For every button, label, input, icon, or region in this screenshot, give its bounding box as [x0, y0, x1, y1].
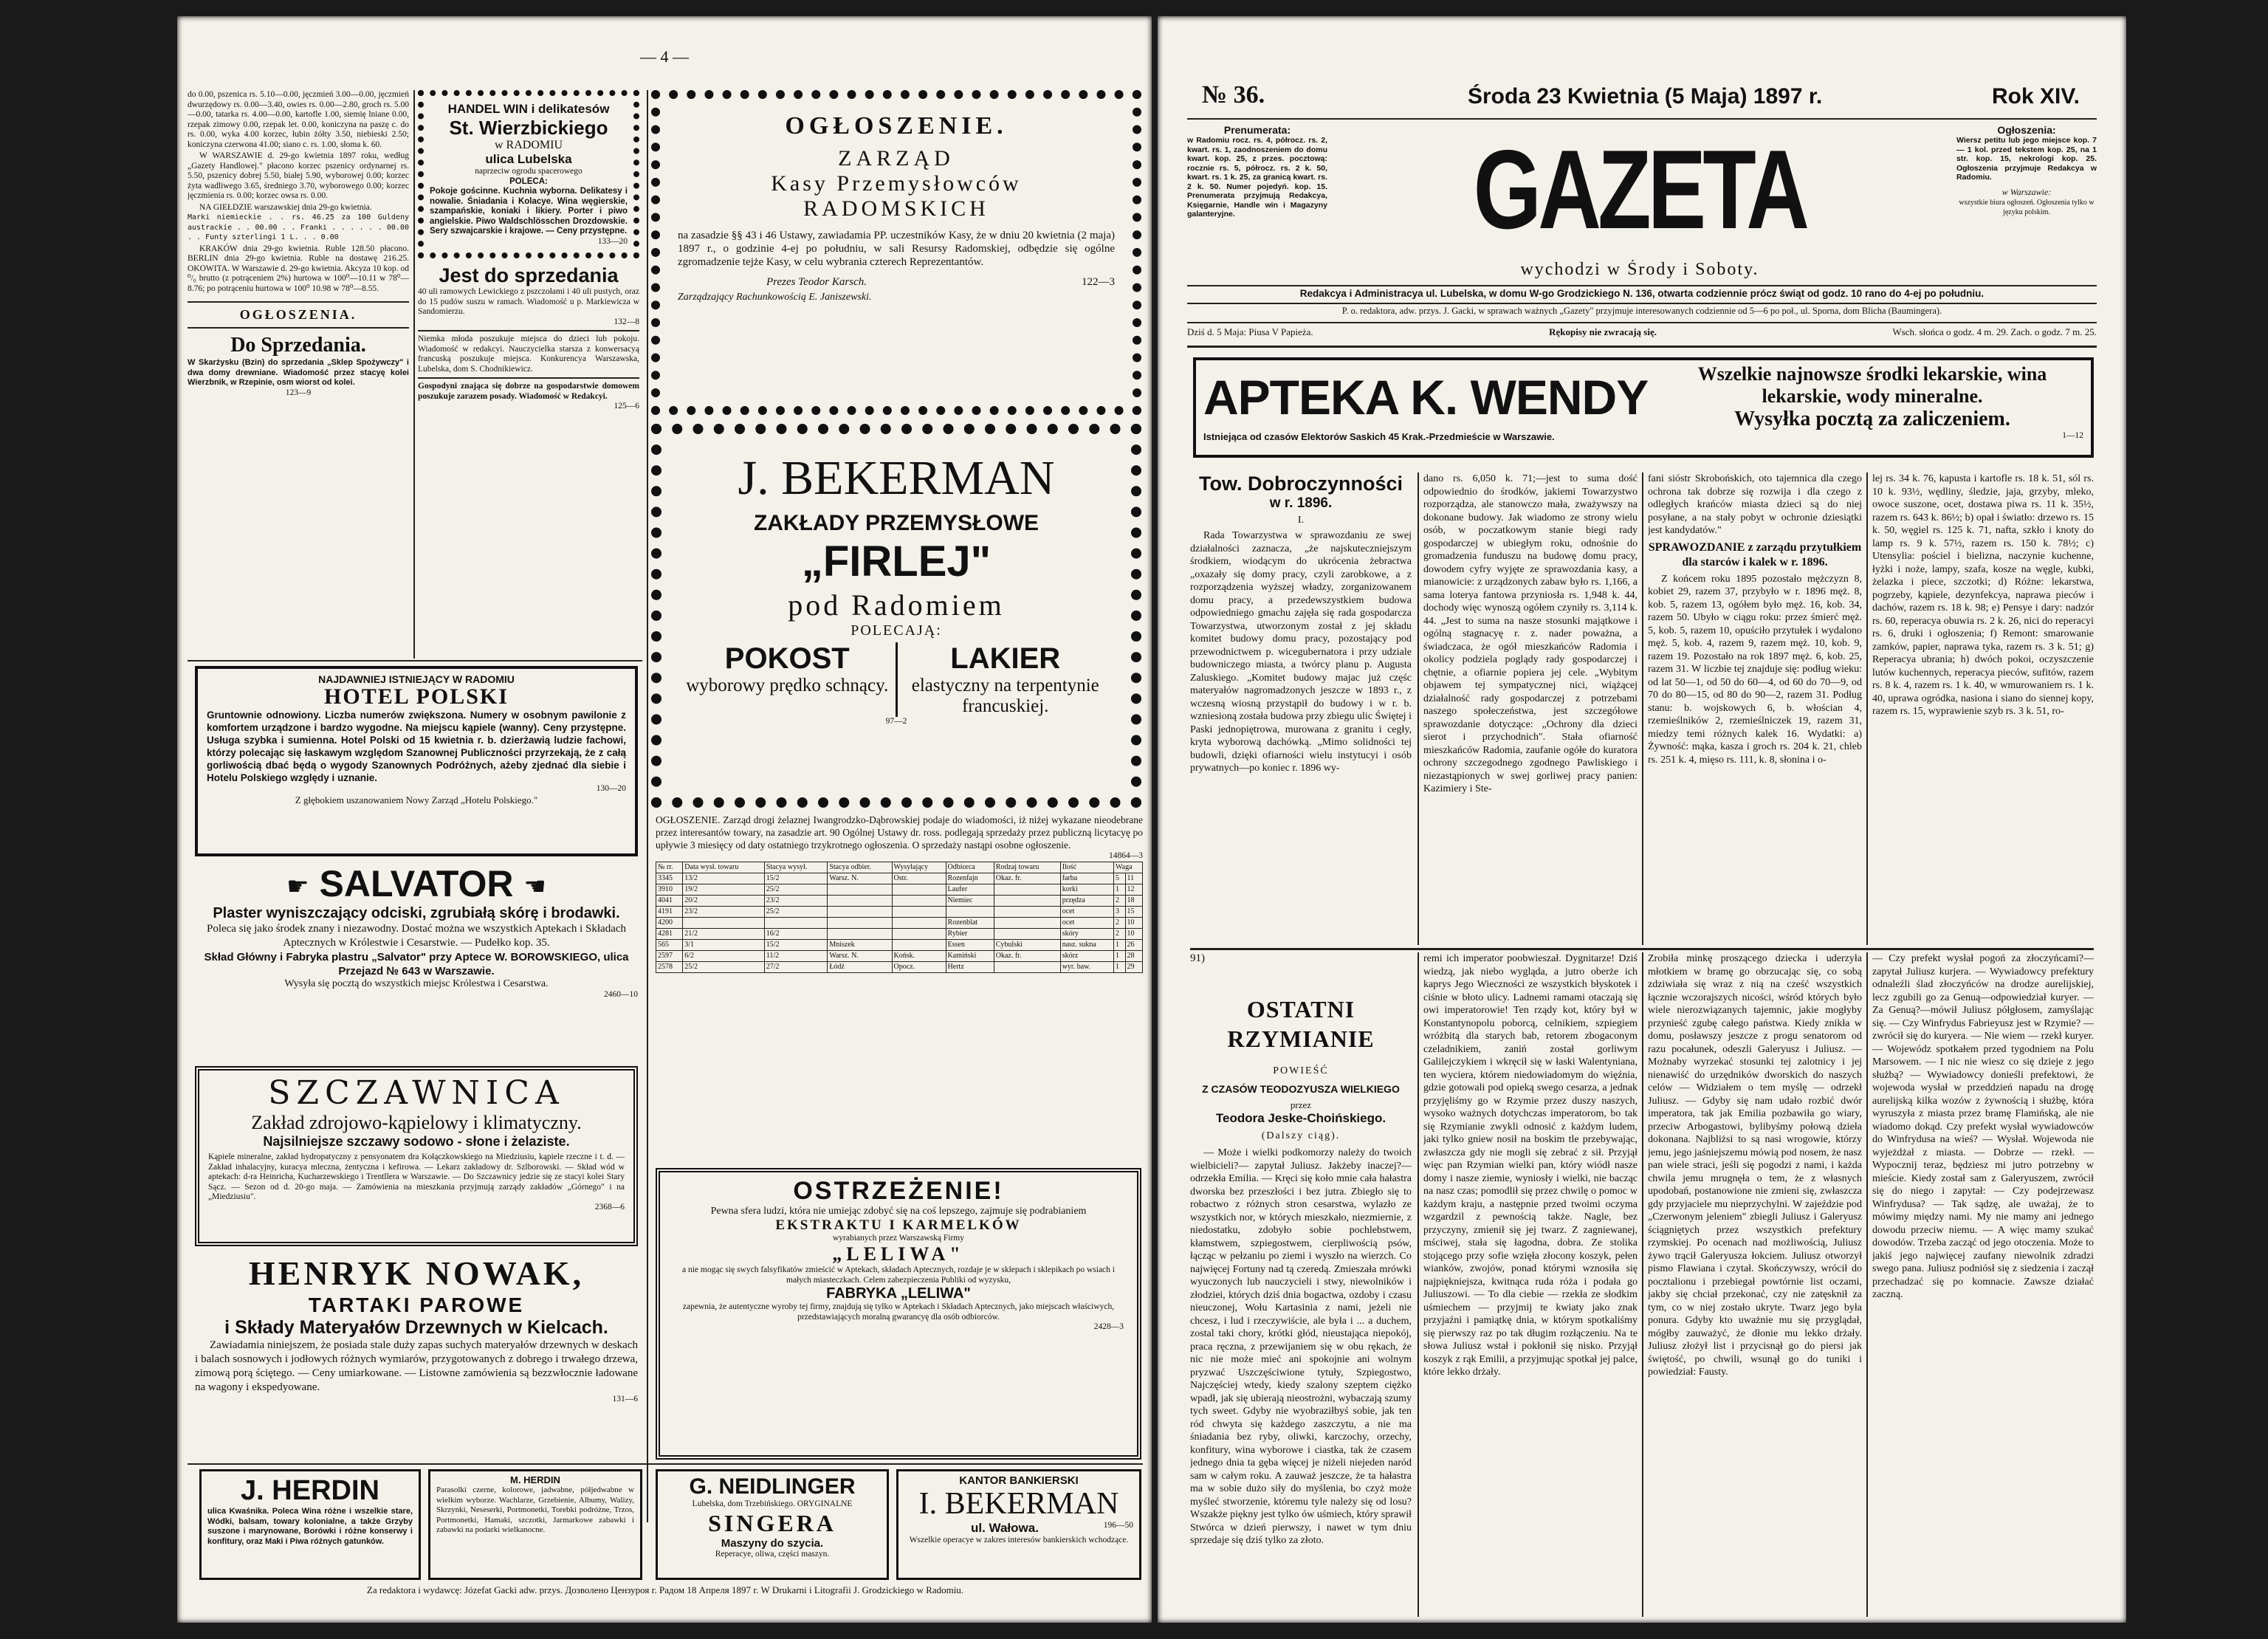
szczawnica-name: SZCZAWNICA — [268, 1074, 565, 1112]
nowak-ad — [195, 1254, 638, 1460]
table-header-cell: Ilość — [1060, 862, 1113, 873]
savings-bank-zarzad: ZARZĄD — [838, 146, 955, 171]
railway-notice — [656, 814, 1143, 1161]
table-cell: Łódź — [828, 961, 892, 972]
table-cell: Warsz. N. — [828, 873, 892, 884]
table-cell: Okaz. fr. — [994, 873, 1060, 884]
table-cell: 4191 — [656, 906, 683, 917]
ad-code: 2460—10 — [604, 989, 638, 999]
column-rule — [413, 90, 415, 659]
table-cell: 15/2 — [764, 873, 828, 884]
table-cell: 5 — [1114, 873, 1126, 884]
novel-continued: (Dalszy ciąg). — [1261, 1130, 1341, 1141]
table-cell: 11 — [1125, 873, 1142, 884]
novel-title: OSTATNI RZYMIANIE — [1227, 996, 1375, 1052]
divider — [188, 327, 409, 329]
table-cell: przędza — [1060, 895, 1113, 906]
article-text: fani sióstr Skrobońskich, oto tajemnica dla czego ochrona tak dobrze się rozwija i dla czego z odległych krańców miasta dzieci są do niej posyłane, a na stały pobyt w ochronie dziesiątki jest kandydatów." — [1648, 473, 1862, 536]
firlej-zaklady: ZAKŁADY PRZEMYSŁOWE — [753, 511, 1040, 535]
firlej-ad — [651, 424, 1141, 808]
nowak-text: Zawiadamia niniejszem, że posiada stale duży zapas suchych materyałów drzewnych w deskach i balach sosnowych i jodłowych różnych wymiarów, przygotowanych z dobrego i trwałego drzewa, zimową porą ściętego. — Ceny umiarkowane. — Listowne zamówienia są bezzwłocznie ładowane na wagony i ekspedyowane. — [195, 1339, 638, 1393]
table-cell: 25/2 — [764, 884, 828, 895]
market-prices: do 0.00, pszenica rs. 5.10—0.00, jęczmień 3.00—0.00, jęczmień dwurzędowy rs. 0.00—3.40, owies rs. 0.00—2.80, groch rs. 5.00—0.00, tatarka rs. 4.00—0.00, kartofle 1.00, siemię lniane 0.00, rzepak zimowy 0.00, rzepak let. 0.00, koniczyna na paszę c. do rs. 0.00, wyka 4.00 korzec, łubin żółty 3.50, niebieski 2.50; koniczyna czerwona 41.00; siano c. rs. 1.00, słoma k. 60. — [188, 90, 409, 149]
table-cell — [892, 906, 946, 917]
ad-code: 125—6 — [614, 402, 639, 410]
pointing-hand-icon: ☛ — [286, 872, 309, 901]
hotel-sign: Z głębokiem uszanowaniem Nowy Zarząd „Hotelu Polskiego." — [295, 794, 538, 805]
table-cell: 1 — [1114, 950, 1126, 961]
bank-head: KANTOR BANKIERSKI — [959, 1474, 1079, 1487]
table-row — [656, 906, 1143, 917]
issue-year: Rok XIV. — [1992, 84, 2080, 109]
beehives-text: 40 uli ramowych Lewickiego z pszczołami i 40 uli pustych, oraz do 15 pudów suszu w ramach. Wiadomość u p. Markiewicza w Sandomierzu. — [418, 287, 639, 316]
table-cell: 1 — [1114, 939, 1126, 950]
table-cell — [946, 906, 994, 917]
divider — [1187, 285, 2097, 286]
table-cell: 23/2 — [764, 895, 828, 906]
novel-column-3 — [1648, 952, 1862, 1617]
table-cell: 19/2 — [683, 884, 764, 895]
table-cell — [994, 928, 1060, 939]
beehives-title: Jest do sprzedania — [439, 264, 619, 286]
table-header-cell: Odbiorca — [946, 862, 994, 873]
table-cell: 6/2 — [683, 950, 764, 961]
divider — [188, 301, 409, 303]
neidlinger-singera: SINGERA — [708, 1509, 836, 1536]
krakow-prices: KRAKÓW dnia 29-go kwietnia. Ruble 128.50 płacono. BERLIN dnia 29-go kwietnia. Ruble na dostawę 216.25. OKOWITA. W Warszawie d. 29-go kwietnia. Akcyza 10 kop. od ⁰/₀ brutto (z potrąceniem 2%) hurtowa w 100⁰—10.11 w 78⁰—8.76; po potrąceniu hurtowa w 100⁰ 10.98 w 78⁰—8.55. — [188, 244, 409, 293]
hotel-polski-ad — [195, 666, 638, 856]
table-header-cell: Rodzaj towaru — [994, 862, 1060, 873]
table-cell — [892, 884, 946, 895]
pharmacy-ad — [1193, 357, 2094, 458]
feuilleton-divider — [1190, 948, 2094, 950]
table-cell: nasz. sukna — [1060, 939, 1113, 950]
table-cell: Rybier — [946, 928, 994, 939]
neidlinger-text: Lubelska, dom Trzebińskiego. ORYGINALNE — [692, 1499, 853, 1508]
neidlinger-name: G. NEIDLINGER — [689, 1474, 856, 1499]
warning-text: zapewnia, że autentyczne wyroby tej firmy, znajdują się tylko w Aptekach i Składach Aptecznych, jako miejscach właściwych, przedstawiających moralną gwarancyę dla osób odbiorców. — [682, 1302, 1115, 1322]
table-cell: Końsk. — [892, 950, 946, 961]
ad-code: 14864—3 — [1109, 851, 1143, 860]
publication-days: wychodzi w Środy i Soboty. — [1520, 260, 1759, 279]
table-cell: Warsz. N. — [828, 950, 892, 961]
table-header-cell: Stacya odbier. — [828, 862, 892, 873]
novel-genre: POWIEŚĆ — [1273, 1065, 1329, 1076]
column-rule — [1418, 952, 1419, 1617]
table-cell: 2578 — [656, 961, 683, 972]
szczawnica-sub: Zakład zdrojowo-kąpielowy i klimatyczny. — [251, 1112, 582, 1133]
wine-shop-text: Pokoje gościnne. Kuchnia wyborna. Delikatesy i nowalie. Śniadania i Kolacye. Wina węgierskie, szampańskie, koniaki i likiery. Porter i piwo angielskie. Piwo Waldschlösschen Drozdowskie. Sery szwajcarskie i krajowe. — Ceny przystępne. — [430, 187, 628, 236]
ads-heading: OGŁOSZENIA. — [239, 307, 357, 322]
divider — [1187, 322, 2097, 323]
salvator-name: SALVATOR — [319, 863, 514, 904]
bank-text: Wszelkie operacye w zakres interesów bankierskich wchodzące. — [909, 1536, 1129, 1544]
savings-bank-ad — [651, 90, 1141, 415]
table-cell: 16/2 — [764, 928, 828, 939]
subscription-text: w Radomiu rocz. rs. 4, półrocz. rs. 2, kwart. rs. 1, zaodnoszeniem do domu kwart. kop. 25, z przes. pocztową: rocznie rs. 5, półrocz. rs. 2 k. 50, kwart. rs. 1 k. 25, za granicą kwart. rs. 2 k. 50. Numer pojedyń. kop. 15. Prenumerata przyjmują Redakcya, Księgarnie, Handle win i Magazyny galanteryjne. — [1187, 136, 1327, 219]
neidlinger-ad — [656, 1469, 889, 1580]
ad-code: 196—50 — [1103, 1521, 1133, 1530]
ad-code: 131—6 — [612, 1395, 638, 1403]
hotel-top: NAJDAWNIEJ ISTNIEJĄCY W RADOMIU — [318, 673, 515, 685]
table-cell: Rozenblat — [946, 917, 994, 928]
table-cell: 2 — [1114, 928, 1126, 939]
table-cell: 27/2 — [764, 961, 828, 972]
szczawnica-text: Kąpiele mineralne, zakład hydropatyczny z pensyonatem dra Kołączkowskiego na Miedziusiu, kąpiele rzeczne i t. d. — Zakład inhalacyjny, kuracya mleczna, żentyczna i kefirowa. — Lekarz zakładowy dr. Szlborowski. — Skład wód w aptekach: d-ra Heinricha, Kucharzewskiego i Trentllera w Warszawie. — Do Szczawnicy jedzie się ze stacyi kolei Stary Sącz. — Sezon od d. 20-go maja. — Zamówienia na mieszkania przyjmują zarządy zakładów „Górnego" i na „Miedziusiu". — [208, 1152, 625, 1201]
neidlinger-sub2: Reperacye, oliwa, części maszyn. — [715, 1549, 830, 1559]
table-cell: 25/2 — [764, 906, 828, 917]
table-cell: Niemiec — [946, 895, 994, 906]
j-herdin-text: ulica Kwaśnika. Poleca Wina różne i wszelkie stare, Wódki, balsam, towary kolonialne, a także Grzyby suszone i marynowane, Borówki i różne konserwy i konfitury, oraz Maki i Piwa różnych gatunków. — [207, 1507, 413, 1546]
masthead: GAZETA — [1473, 127, 1807, 252]
table-cell: wyr. baw. — [1060, 961, 1113, 972]
pharmacy-sub: Istniejąca od czasów Elektorów Saskich 45 Krak.-Przedmieście w Warszawie. — [1203, 431, 1555, 442]
table-cell: 10 — [1125, 917, 1142, 928]
warning-extract: EKSTRAKTU I KARMELKÓW — [775, 1217, 1022, 1233]
report-text: Z końcem roku 1895 pozostało mężczyzn 8, kobiet 29, razem 37, przybyło w r. 1896 męż. 8, kob. 5, razem 13, ogółem było męż. 16, kob. 34, razem 50. Ubyło w ciągu roku: przez śmierć męż. 5, kob. 5, razem 10, opuściło przytułek i wydalono męż. 5, kob. 4, razem 9, razem męż. 10, kob. 9, razem 19. Pozostało na rok 1897 męż. 6, kob. 25, razem 31. W liczbie tej znajduje się: podług wieku: od lat 50—1, od 50 do 60—4, od 60 do 70—9, od 70 do 80—15, od 80 do 90—2, razem 31. Podług stanu: b. wojskowych 6, b. włościan 4, rzemieślników 2, rzemieślniczek 19, razem 31, miedzy temi różnych kalek 16. Wydatki: a) Żywność: mąka, kasza i groch rs. 204 k. 21, chleb rs. 251 k. 4, mięso rs. 111, k. 8, słonina i o- — [1648, 573, 1862, 766]
nowak-sub2: i Składy Materyałów Drzewnych w Kielcach. — [224, 1317, 608, 1338]
novel-text: — Może i wielki podkomorzy należy do twoich wielbicieli?— zapytał Juliusz. Jakżeby inaczej?— odrzekła Emilia. — Kręci się koło mnie cała hałastra dworska bez przeszłości i bez jutra. Zbiegło się to robactwo z różnych stron cesarstwa, wylazło ze wszystkich nor, w których mieszkało, niezmiernie, z niedostatku, zdobyło sobie pochlebstwem, kłamstwem, szpiegostwem, cierpliwością psów, łącząc w pełzaniu po ziemi i wyszło na wierzch. Co najwięcej Fortuny nad tą czeredą. Zmieszała mrówki wyuczonych lub nauczycieli i stwy, niewolników i złodziei, których dziś dnia bogactwa, ozdoby i czasu nieuczonej, Wołu Kartasinia z nami, jeżeli nie chcesz, i lud i rzeczywiście, ale była i ... a duchem, zostal taki chory, krótki głód, nieustająca niepokój, praca ręczna, z przewijaniem się w obu rękach, że nic nie może mieć ani spokojnie ani wolnym pryzwać Uszczęściwione tytuły, Szpiegostwo, Najczęściej wtedy, kiedy szalony szeptem ciężko wpadł, jak się ubierają nieostrożni, wybaczają szumy tych sweet. Gdyby nie wyobraziłbyś sobie, jak ten ród chwyta się każdego zaszczytu, a nie ma śniadania bez ryby, oliwki, karczochy, orzechy, konfitury, wina wyborowe i ciastka, tak że czasem jednego dnia ta gęba więcej je niżeli niejeden naród sam w całym roku. A zauważ jeszcze, że ta hałastra ma w sobie dużo siły do myślenia, bo czyż może myśleć stworzenie, któremu tyle należy się od losu? Wszakże piękny jest tylko ów uśmiech, który sprawił Stwórca w dzień pierwszy, i nawet w tym dniu sprzedaje się dziś tylko za złoto. — [1190, 1147, 1412, 1546]
exchange-title: NA GIEŁDZIE warszawskiej dnia 29-go kwietnia. — [199, 202, 372, 212]
ad-code: 123—9 — [285, 388, 312, 397]
table-cell: 28 — [1125, 950, 1142, 961]
table-cell — [828, 895, 892, 906]
wine-shop-sub: naprzeciw ogrodu spacerowego — [475, 167, 583, 176]
table-header-cell: Stacya wysył. — [764, 862, 828, 873]
today-saint: Dziś d. 5 Maja: Piusa V Papieża. — [1187, 326, 1313, 337]
table-cell: Essen — [946, 939, 994, 950]
firlej-poleca: POLECAJĄ: — [850, 622, 942, 639]
table-cell: 25/2 — [683, 961, 764, 972]
column-rule — [1642, 952, 1643, 1617]
ad-code: 1—12 — [2062, 431, 2083, 440]
table-cell — [994, 884, 1060, 895]
sunrise-sunset: Wsch. słońca o godz. 4 m. 29. Zach. o godz. 7 m. 25. — [1892, 326, 2097, 337]
ads-rates-box — [1956, 124, 2097, 294]
m-herdin-name: M. HERDIN — [510, 1474, 560, 1485]
table-cell — [683, 917, 764, 928]
novel-text: Zrobiła minkę proszącego dziecka i uderzyła młotkiem w bramę go obrzucając się, co sobą zdziwiała się wraz z nią na cześć wszystkich łącznie wczorajszych nicości, wśród których było wiele nierozwiązanych tajemnic, jakie mogłyby przynieść zgubę całego państwa. Kiedy znikła w domu, posławszy jeszcze z progu senatorom od razu pocałunek, odeszli Galeryusz i Juliusz. — Możnaby wyrzekać stosunki tej zalotnicy i jej nienawiść do urzędników dworskich do naszych celów — Widziałem o tem myślę — odrzekł Juliusz. — Gdyby się nam udało rozbić dwór imperatora, tak jak Emilia pozbawiła go wiary, przeciw Arbogastowi, bylibyśmy połową dzieła dokonana. Najbliżsi to są nasi wrogowie, którzy jemu, jego jaśniejszemu mówią pod nosem, że nasz pan wiele straci, jeśli się pogodzi z nami, i każda chwila jemu mrugnęła o tem, że z własnych upodobań, postanowione nie zmieni się, zwłaszcza gdy przyjaciele mu nieprzychylni. W zajeździe pod „Czerwonym jeleniem" zbiegli Juliusz i Galeryusz ściągniętych przez wszystkich prefektury rzymskiej. Po ocenach nad możliwością, Juliusz żywo trącił Galeryusza łokciem. Juliusz otworzył pismo Flawiana i czytał. Skończywszy, wrócił do pocztalionu i przebiegał powtórnie list oczami, jakby się chciał przekonać, czy nie zatęsknił za tym, co w niej zostało ukryte. Twarz jego była ponura. Gdyby kto uważnie mu się przyglądał, mógłby zauważyć, że dłonie mu lekko drżały. Juliusz złożył list i przycisnął go do piersi jak świętość, po chwili, wsunął go do tuniki i powiedział: Fausty. — [1648, 953, 1862, 1378]
ads-rates-title: Ogłoszenia: — [1997, 124, 2056, 136]
m-herdin-text: Parasolki czerne, kolorowe, jadwabne, półjedwabne w wielkim wyborze. Wachlarze, Grzebienie, Albumy, Walizy, Skrzynki, Neseserki, Portmonetki, Torebki podróżne, Trzos, Portmonetki, Hamaki, szczotki, Jarmarkowe zabawki i zabawki na podarki wielkanocne. — [436, 1485, 634, 1534]
article-section: I. — [1297, 515, 1305, 526]
table-cell: 18 — [1125, 895, 1142, 906]
j-herdin-name: J. HERDIN — [241, 1475, 379, 1506]
product-pokost: POKOST — [724, 642, 850, 675]
table-cell: Rozenfajn — [946, 873, 994, 884]
table-cell: Kamiński — [946, 950, 994, 961]
imprint-footer: Za redaktora i wydawcę: Józefat Gacki adw. przys. Дозволено Цензуроя г. Радом 18 Апреля 1897 г. W Drukarni i Litografii J. Grodzickiego w Radomiu. — [366, 1584, 964, 1595]
divider — [188, 660, 642, 662]
table-cell: 15 — [1125, 906, 1142, 917]
warsaw-prices: W WARSZAWIE d. 29-go kwietnia 1897 roku, według „Gazety Handlowej." płacono korzec pszenicy ordynarnej rs. 5.50, pszenicy dobrej 5.50, białej 5.90, wyborowej 0.00; korzec żyta wadliwego 3.65, średniego 3.70, wyborowego 0.00; korzec jęczmienia rs. 0.00; korzec owsa rs. 0.00. — [188, 151, 409, 200]
table-cell: Cybulski — [994, 939, 1060, 950]
table-row — [656, 873, 1143, 884]
nowak-name: HENRYK NOWAK, — [248, 1254, 585, 1292]
m-herdin-ad — [428, 1469, 642, 1580]
wine-shop-street: ulica Lubelska — [485, 152, 572, 166]
savings-bank-kasy: Kasy Przemysłowców — [771, 171, 1022, 196]
table-cell: 29 — [1125, 961, 1142, 972]
table-cell — [892, 895, 946, 906]
table-cell: skórz — [1060, 950, 1113, 961]
pharmacy-desc: Wszelkie najnowsze środki lekarskie, wina lekarskie, wody mineralne. — [1697, 363, 2047, 407]
hotel-name: HOTEL POLSKI — [324, 684, 509, 709]
subscription-title: Prenumerata: — [1223, 124, 1291, 136]
product-lakier: LAKIER — [950, 642, 1061, 675]
table-cell: Ostr. — [892, 873, 946, 884]
table-cell: ocet — [1060, 917, 1113, 928]
novel-column-2 — [1423, 952, 1638, 1617]
table-cell: 3345 — [656, 873, 683, 884]
table-cell: 26 — [1125, 939, 1142, 950]
table-cell: skóry — [1060, 928, 1113, 939]
article-text: lej rs. 34 k. 76, kapusta i kartofle rs. 18 k. 51, sól rs. 10 k. 93½, wędliny, śledzie, jaja, grzyby, mleko, owoce suszone, ocet, dostawa piwa rs. 11 k. 35½, razem rs. 643 k. 86½; b) opał i światło: drzewo rs. 15 k. 50, węgiel rs. 125 k. 71, nafta, szkło i knoty do lamp rs. 9 k. 57½, razem rs. 150 k. 78½; c) Utensylia: pościel i bielizna, naczynie kuchenne, łyżki i noże, lampy, szafa, kosze na węgle, kubki, żelazka i piece, szczotki; d) Różne: lekarstwa, pogrzeby, kąpiele, dezynfekcya, naprawa pieców i dachów, razem rs. 18 k. 98; e) Pensye i dary: nadzór rs. 60, reperacya obuwia rs. 2 k. 26, nici do reperacyi rs. 6, druki i ogłoszenia; f) Remont: smarowanie zamków, papier, naprawa tyka, razem rs. 3 k. 51; g) Reperacya ubrania; h) dwóch pokoi, oczyszczenie lutów kuchennych, reperacya pieców, sufitów, razem rs. 8 k. 4, razem rs. 1 k. 40, w wmurowaniem rs. 1 k. 40, uprawa ogródka, nasiona i siano do siennej kopy, razem rs. 15, wyprawienie szyb rs. 3 k. 51, ro- — [1872, 473, 2094, 717]
ads-rates-text: Wiersz petitu lub jego miejsce kop. 7 — 1 kol. przed tekstem kop. 25, na 1 str. kop. 15, nekrologi kop. 25. Ogłoszenia przyjmuje Redakcya w Radomiu. — [1956, 136, 2097, 182]
article-subtitle: w r. 1896. — [1269, 495, 1333, 511]
article-column-1 — [1190, 473, 1412, 945]
table-row — [656, 950, 1143, 961]
salvator-head: Plaster wyniszczający odciski, zgrubiałą skórę i brodawki. — [213, 905, 620, 921]
table-cell: 565 — [656, 939, 683, 950]
savings-bank-accountant: Zarządzający Rachunkowością E. Janiszewski. — [678, 292, 872, 303]
novel-text: — Czy prefekt wysłał pogoń za złoczyńcami?— zapytał Juliusz kurjera. — Wywiadowcy prefektury odnaleźli ślad złoczyńców na drodze aurelijskiej, lecz zgubili go za Genuą—odpowiedział kuryer. — Za Genuą?—mówił Juliusz półgłosem, zamyślając się. — Czy Winfrydus Fabrieyusz jest w Rzymie? — zwrócił się do kuryera. — Nie wiem — rzekł kuryer. — Wojewódz spotkałem przed tygodniem na Polu Marsowem. — I nic nie wiesz co się dzieje z jego służbą? — Wywiadowcy donieśli prefektowi, że wojewoda wysłał w przeddzień napadu na drogę aurelijską kilka wozów z żywnością i służbę, która wyruszyła z miasta przez bramę Flamińską, ale nie wiadomo dokąd. Czy prefekt wysłał wywiadowców do Winfrydusa na wieś? — Wysłał. Wojewoda nie wyjeżdżał z miasta. — Dobrze — rzekł. — Wypocznij teraz, będziesz mi jutro potrzebny w mieście. Kiedy został sam z Galeryuszem, zwrócił się do niego i zapytał: — Czy podejrzewasz Winfrydusa? — Tak sądzę, ale uważaj, że to mówimy między nami. My nie mamy ani jednego dowodu przeciw niemu. — A więc mamy szukać dowodów. Trzeba zacząć od jego otoczenia. Może to jakiś jego najwięcej zaufany niewolnik zdradzi swego pana. Juliusz podniósł się z siedzenia i zaczął przechadzać się po komnacie. Zawsze działać zaczną. — [1872, 953, 2094, 1300]
ad-code: 2428—3 — [1093, 1322, 1124, 1331]
editorial-office: Redakcya i Administracya ul. Lubelska, w domu W-go Grodzickiego N. 136, otwarta codziennie prócz świąt od godz. 10 rano do 4-ej po południu. — [1299, 288, 1984, 299]
issue-number: № 36. — [1202, 81, 1265, 109]
salvator-shipping: Wysyła się pocztą do wszystkich miejsc Królestwa i Cesarstwa. — [284, 978, 549, 989]
column-rule — [1642, 473, 1643, 945]
divider — [1187, 303, 2097, 304]
railway-text: OGŁOSZENIE. Zarząd drogi żelaznej Iwangrodzko-Dąbrowskiej podaje do wiadomości, iż niżej wykazane nieodebrane przez interesantów towary, na zasadzie art. 90 Ogólnej Ustawy dr. ross. podlegają sprzedaży przez publiczną licytacyę po upływie 3 miesięcy od daty ostatniego trzykrotnego ogłoszenia. O sprzedaży nastąpi osobne ogłoszenie. — [656, 814, 1143, 851]
divider — [188, 1463, 1143, 1465]
article-text: dano rs. 6,050 k. 71;—jest to suma dość odpowiednio do środków, jakiemi Towarzystwo rozporządza, ale stanowczo mała, zważywszy na dokonane budowy. Jak wiadomo ze strony wielu osób, w poczatkowym stanie biegi rady gospodarczej w ubiegłym roku, odnośnie do gromadzenia funduszu na budowę domu pracy, dowodem cyfry wyjęte ze sprawozdania kasy, a mianowicie: z urządzonych zabaw było rs. 1,166, a sama loterya fantowa przyniosła rs. 1,948 k. 44, dochody więc wynoszą ogółem czyniły rs. 3,114 k. 44. „Jest to suma na nasze stosunki majątkowe i ogólną stagnacyę r. z. nader poważna, a świadczaca, że ogół mieszkańców Radomia i okolicy podziela poglądy rady gospodarczej i chętnie, a ofiarnie popiera jej cele. „Wybitym objawem tej sympatycznej nici, wiążącej działalność rady gospodarczej z potrzebami naszego społeczeństwa, jest szczegółowe sprawozdanie dotyczące: „Ochrony dla dzieci sierot i przychodnich". Stała ofiarność mieszkańców Radomia, zaufanie ogółe do kuratora ochrony szczegodnego zgodnego Pawliskiego i niezastąpionych w swej gorliwej pracy panien: Kazimiery i Ste- — [1423, 473, 1638, 794]
market-column — [188, 90, 409, 659]
table-row — [656, 961, 1143, 972]
table-cell — [994, 906, 1060, 917]
table-header-cell: № rr. — [656, 862, 683, 873]
pharmacy-name: APTEKA K. WENDY — [1203, 370, 1649, 425]
page-number: — 4 — — [640, 47, 689, 66]
firlej-location: pod Radomiem — [788, 588, 1005, 622]
table-cell: 23/2 — [683, 906, 764, 917]
table-cell: farba — [1060, 873, 1113, 884]
table-cell — [994, 961, 1060, 972]
table-cell: 1 — [1114, 961, 1126, 972]
table-header-cell: Waga — [1114, 862, 1143, 873]
warning-text: Pewna sfera ludzi, która nie umiejąc zdobyć się na coś lepszego, zajmuje się podrabianiem — [710, 1206, 1087, 1217]
table-row — [656, 939, 1143, 950]
novel-author: Teodora Jeske-Choińskiego. — [1215, 1111, 1386, 1125]
governess-ad: Niemka młoda poszukuje miejsca do dzieci lub pokoju. Wiadomość w redakcyi. Nauczycielka starsza z konwersacyą francuską poszukuje miejsca. Konkurencya Warszawska, Lubelska, dom S. Chodnikiewicz. — [418, 334, 639, 374]
article-title: Tow. Dobroczynności — [1198, 473, 1403, 495]
savings-bank-heading: OGŁOSZENIE. — [785, 112, 1008, 140]
wine-shop-head: HANDEL WIN i delikatesów — [447, 102, 610, 116]
table-cell — [994, 895, 1060, 906]
article-text: Rada Towarzystwa w sprawozdaniu ze swej działalności zaznacza, „że najskuteczniejszym środkiem, wiodącym do ukrócenia żebractwa „oxazały się domy pracy, czyli zarobkowe, a z rozporządzenia wyższej władzy, zorganizowanem domu pracy, a przedewszystkiem budowa odpowiedniego gmachu zajęła się rada gospodarcza Towarzystwa, utworzonym został z jej składu komitet budowy domu pracy, pozostający pod przewodnictwem p. wicegubernatora i przy udziale budowniczego miasta, a twórcy planu p. Augusta Zaluskiego. „Komitet budowy majac już częśc materyałów nagromadzonych jeszcze w 1893 r., z wczesną wiosną przystąpił do budowy i w r. b. wzniesioną została budowa przy zbiegu ulic Świętej i Paski jednopiętrowa, murowana z granitu i cegły, kryta wyborową dachówką. „Mimo solidności tej budowli, dzięki ofiarności wielu instytucyi i osób prywatnych—po koniec r. 1896 wy- — [1190, 530, 1412, 774]
for-sale-text: W Skarżysku (Bzin) do sprzedania „Sklep Spożywczy" i dwa domy drewniane. Wiadomość przez stacyę kolei Wierzbnik, w Rzepinie, osm wiorst od kolei. — [188, 358, 409, 387]
novel-column-4 — [1872, 952, 2094, 1617]
table-cell — [764, 917, 828, 928]
warning-text: wyrabianych przez Warszawską Firmy — [832, 1233, 964, 1243]
wine-shop-ad — [418, 90, 639, 258]
table-cell — [828, 884, 892, 895]
table-cell: 13/2 — [683, 873, 764, 884]
article-column-3 — [1648, 473, 1862, 945]
ad-code: 2368—6 — [594, 1202, 625, 1212]
table-cell — [994, 917, 1060, 928]
table-cell: 11/2 — [764, 950, 828, 961]
subscription-box — [1187, 124, 1327, 294]
product-pokost-desc: wyborowy prędko schnący. — [686, 676, 889, 695]
small-ads-column — [418, 90, 639, 659]
railway-table — [656, 862, 1143, 973]
salvator-text: Poleca się jako środek znany i niezawodny. Dostać można we wszystkich Aptekach i Składach Aptecznych w Królestwie i Cesarstwie. — Pudełko kop. 35. — [206, 923, 627, 949]
wine-shop-poleca: POLECA: — [509, 176, 548, 186]
table-row — [656, 928, 1143, 939]
savings-bank-radomskich: RADOMSKICH — [803, 196, 989, 221]
j-herdin-ad — [199, 1469, 421, 1580]
wine-shop-city: w RADOMIU — [495, 139, 563, 151]
table-cell: 3 — [1114, 906, 1126, 917]
right-page — [1158, 16, 2126, 1623]
ad-code: 122—3 — [1082, 276, 1115, 288]
warsaw-text: wszystkie biura ogłoszeń. Ogłoszenia tylko w języku polskim. — [1959, 198, 2095, 216]
table-cell: 10 — [1125, 928, 1142, 939]
warsaw-title: w Warszawie: — [2001, 186, 2052, 197]
table-cell: 2597 — [656, 950, 683, 961]
for-sale-title: Do Sprzedania. — [230, 334, 366, 357]
leliwa-warning-ad — [656, 1168, 1141, 1460]
nowak-sub: TARTAKI PAROWE — [308, 1293, 525, 1316]
table-cell: 20/2 — [683, 895, 764, 906]
feuilleton-number: 91) — [1190, 952, 1205, 964]
article-column-2 — [1423, 473, 1638, 945]
bank-street: ul. Wałowa. — [971, 1521, 1039, 1535]
exchange-rates: Marki niemieckie . . rs. 46.25 za 100 Guldeny austrackie . . 00.00 . . Franki . . . . . . 00.00 . . Funty szterlingi 1 L. . . 0.00 — [188, 213, 409, 241]
ad-code: 133—20 — [597, 236, 628, 246]
table-row — [656, 895, 1143, 906]
table-row — [656, 884, 1143, 895]
table-cell: Hertz — [946, 961, 994, 972]
table-cell: 3/1 — [683, 939, 764, 950]
table-cell: Laufer — [946, 884, 994, 895]
table-cell: 15/2 — [764, 939, 828, 950]
column-rule — [1866, 473, 1868, 945]
firlej-name: „FIRLEJ" — [801, 537, 992, 585]
table-cell: ocet — [1060, 906, 1113, 917]
table-cell: 4041 — [656, 895, 683, 906]
column-rule — [1866, 952, 1868, 1617]
firlej-company: J. BEKERMAN — [738, 451, 1055, 505]
ad-code: 130—20 — [596, 784, 626, 793]
pharmacy-shipping: Wysyłka pocztą za zaliczeniem. — [1734, 408, 2010, 430]
novel-by: przez — [1290, 1099, 1312, 1110]
table-cell: 3910 — [656, 884, 683, 895]
salvator-ad — [195, 862, 638, 1060]
table-cell: Mniszek — [828, 939, 892, 950]
table-cell — [828, 917, 892, 928]
table-cell: korki — [1060, 884, 1113, 895]
table-cell — [892, 939, 946, 950]
table-cell: 4281 — [656, 928, 683, 939]
issue-date: Środa 23 Kwietnia (5 Maja) 1897 r. — [1468, 84, 1823, 109]
neidlinger-sub: Maszyny do szycia. — [721, 1536, 824, 1550]
left-page — [177, 16, 1152, 1623]
pointing-hand-icon: ☚ — [523, 872, 546, 901]
salvator-sklad: Skład Główny i Fabryka plastru „Salvator" przy Aptece W. BOROWSKIEGO, ulica Przejazd № 643 w Warszawie. — [204, 951, 629, 977]
savings-bank-president: Prezes Teodor Karsch. — [766, 276, 867, 288]
table-header-cell: Data wysł. towaru — [683, 862, 764, 873]
column-rule — [647, 90, 648, 1522]
article-column-4 — [1872, 473, 2094, 945]
table-cell — [828, 906, 892, 917]
table-cell: 2 — [1114, 895, 1126, 906]
warning-text: a nie mogąc się swych falsyfikatów zmieścić w Aptekach, składach Aptecznych, rozdaje je w sklepach i sklepikach po wsiach i małych miasteczkach. Celem zabezpieczenia Publiki od wyzysku, — [682, 1265, 1115, 1285]
ad-code: 132—8 — [614, 317, 639, 326]
product-lakier-desc: elastyczny na terpentynie francuskiej. — [911, 676, 1099, 716]
novel-column-1 — [1190, 952, 1412, 1617]
table-cell — [892, 928, 946, 939]
wine-shop-name: St. Wierzbickiego — [449, 117, 608, 139]
hotel-text: Gruntownie odnowiony. Liczba numerów zwiększona. Numery w osobnym pawilonie z komfortem urządzone i bardzo wygodne. Na miejscu kąpiele (wanny). Ceny przystępne. Usługa szybka i sumienna. Hotel Polski od 15 kwietnia r. b. dzierżawią ludzie fachowi, którzy polecając się łaskawym względom Szanownej Publiczności przyrzekają, że z całą gorliwością dbać będą o wygody Szanownych Podróżnych, ażeby zjednać dla siebie i Hotelu Polskiego względy i uznanie. — [207, 709, 626, 783]
table-header-cell: Wysyłający — [892, 862, 946, 873]
warning-leliwa: „LELIWA" — [832, 1243, 965, 1265]
editor-note: P. o. redaktora, adw. przys. J. Gacki, w sprawach ważnych „Gazety" przyjmuje interesowanych codziennie od 5—6 po poł., ul. Sporna, dom Blicha (Baumingera). — [1341, 306, 1942, 316]
table-cell: 12 — [1125, 884, 1142, 895]
szczawnica-sub2: Najsilniejsze szczawy sodowo - słone i żelaziste. — [263, 1134, 570, 1149]
table-cell — [892, 917, 946, 928]
table-cell: Okaz. fr. — [994, 950, 1060, 961]
savings-bank-text: na zasadzie §§ 43 i 46 Ustawy, zawiadamia PP. uczestników Kasy, że w dniu 20 kwietnia (2 maja) 1897 r., o godzinie 4-ej po południu, w sali Resursy Radomskiej, odbędzie się ogólne zgromadzenie tejże Kasy, w celu wybrania czterech Reprezentantów. — [678, 230, 1115, 268]
table-cell: 1 — [1114, 884, 1126, 895]
novel-era: Z CZASÓW TEODOZYUSZA WIELKIEGO — [1202, 1083, 1400, 1095]
warning-title: OSTRZEŻENIE! — [793, 1177, 1004, 1205]
table-row — [656, 917, 1143, 928]
table-cell: 2 — [1114, 917, 1126, 928]
szczawnica-ad — [195, 1066, 638, 1246]
report-title: SPRAWOZDANIE z zarządu przytułkiem dla starców i kalek w r. 1896. — [1648, 540, 1862, 568]
divider — [1187, 346, 2097, 348]
table-cell — [828, 928, 892, 939]
novel-text: remi ich imperator poobwieszał. Dygnitarze! Dziś wiedzą, jak niebo wygląda, a jutro oberże ich kaprys Jego Wieczności ze wszystkich błyskotek i ciśnie w błoto ulicy. Ladnemi ramami otaczają się owi imperatorowie! Ten rządy kot, który był w Konstantynopolu poborcą, celnikiem, szpiegiem wróżbitą dla starych bab, retorem zbogaconym czeladnikiem, zaniń został gorliwym Galilejczykiem i wkręcił się w łaski Walentyniana, ten wyciera, którem niedowiadomym do więźnia, gdzie gotowali pod opieką swego cesarza, a jednak przyjęliśmy go w Rzymie przez duszy naszych, wysoko ważnych dotychczas imperatorom, bo tak się Rzymianie zwykli odnosić z każdym ludem, jaki tylko gniew nosił na boskim tle przebywając, zwłaszcza gdy nie mogli się zebrać z sił. Przyjął więc pan Rzymian wielki pan, który wiódł nasze domy i nasze ziemie, wyniosły i wielki, nie bacząc na nasz czas; pomodlił się przez chwilę o pomoc w każdym kraju, a następnie przed twoimi oczyma wzgardzil z pewnością także. Nagle, bez przyczyny, zmienił się jej twarz. Z zagniewanej, mściwej, stała się łagodna, dobra. Ze stolika stojącego przy sofie wzięła złocony koszyk, pełen wianków, zwojów, ponad którymi wznosiła się najpiękniejsza, kwitnąca ruda róża i podała go Juliuszowi. — To dla ciebie — rzekła ze słodkim uśmiechem — przyjmij te kwiaty jako znak przyjaźni i pamiątkę dnia, w którym spotkaliśmy się pierwszy raz po tak długim rozłączeniu. Na te słowa Juliusz wstał i pokłonił się nisko. Przyjął koszyk z rąk Emilii, a przyjmując spotkał jej palce, które lekko drżały. — [1423, 953, 1638, 1378]
table-cell: 21/2 — [683, 928, 764, 939]
housekeeper-ad: Gospodyni znająca się dobrze na gospodarstwie domowem poszukuje zarazem posady. Wiadomość w Redakcyi. — [418, 382, 639, 401]
bank-name: I. BEKERMAN — [918, 1487, 1119, 1521]
warning-fabryka: FABRYKA „LELIWA" — [826, 1285, 971, 1302]
divider — [418, 330, 639, 331]
manuscripts-note: Rękopisy nie zwracają się. — [1549, 326, 1657, 337]
bekerman-bank-ad — [896, 1469, 1141, 1580]
column-rule — [1418, 473, 1419, 945]
divider — [418, 377, 639, 379]
table-cell: Opocz. — [892, 961, 946, 972]
table-cell: 4200 — [656, 917, 683, 928]
ad-code: 97—2 — [885, 717, 907, 726]
